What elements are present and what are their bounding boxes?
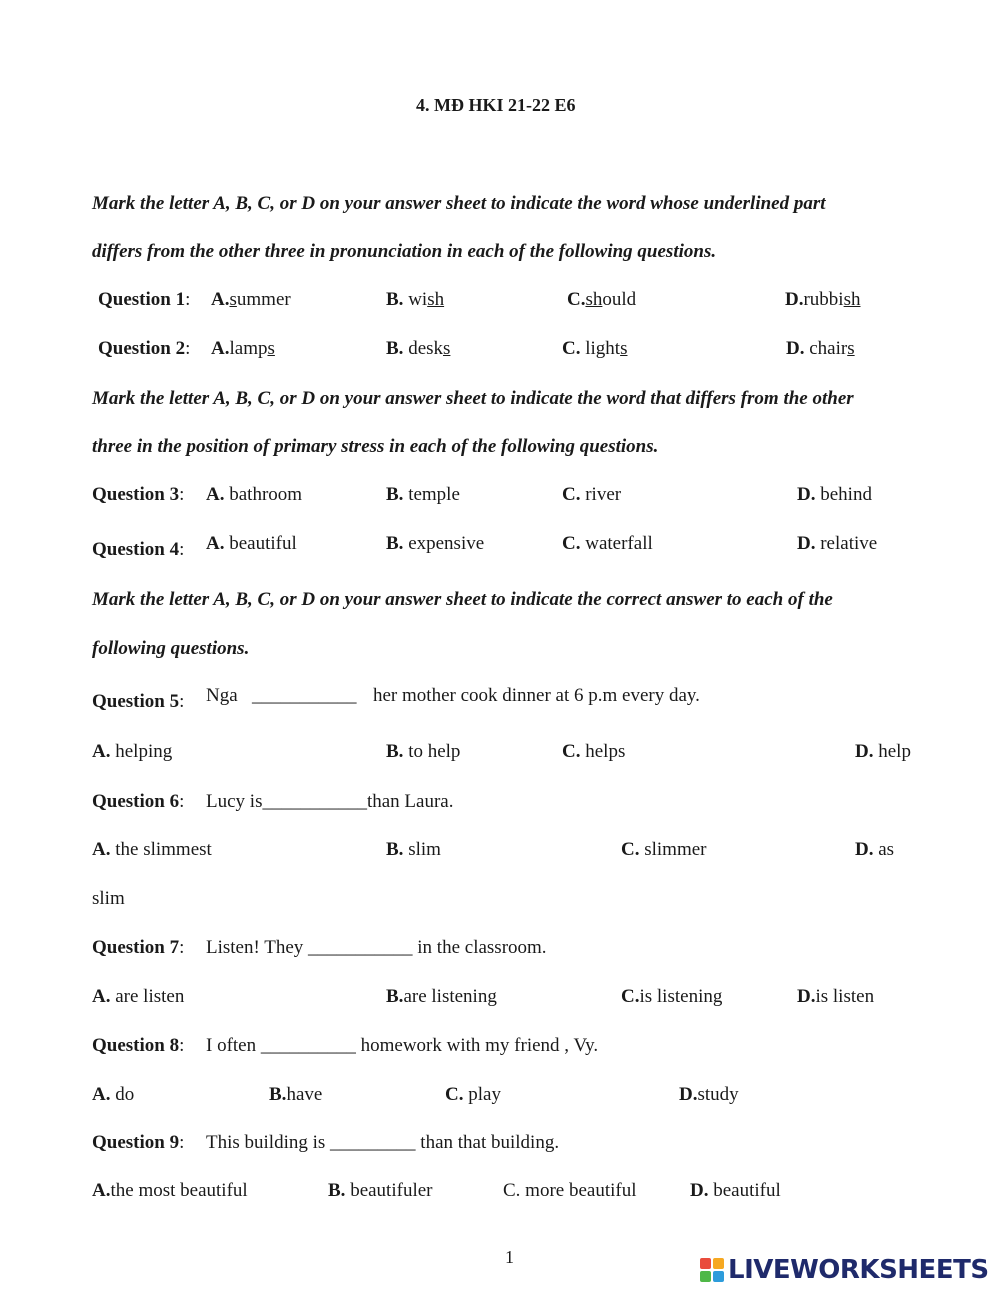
question-stem: Lucy is___________than Laura. bbox=[206, 791, 454, 812]
question-label: Question 7: bbox=[92, 937, 185, 958]
question-label: Question 3: bbox=[92, 484, 185, 505]
option-a: A. beautiful bbox=[206, 533, 297, 554]
instruction-line: three in the position of primary stress in each of the following questions. bbox=[92, 436, 659, 457]
option-c: C. play bbox=[445, 1084, 501, 1105]
instruction-line: differs from the other three in pronunciation in each of the following questions. bbox=[92, 241, 717, 262]
option-c: C. more beautiful bbox=[503, 1180, 637, 1201]
option-d: D. relative bbox=[797, 533, 878, 554]
question-label: Question 6: bbox=[92, 791, 185, 812]
option-d: D. beautiful bbox=[690, 1180, 781, 1201]
option-b: B. expensive bbox=[386, 533, 485, 554]
option-a: A. do bbox=[92, 1084, 135, 1105]
option-d: D. help bbox=[855, 741, 911, 762]
logo-text: LIVEWORKSHEETS bbox=[728, 1255, 989, 1285]
option-b: B. slim bbox=[386, 839, 441, 860]
option-d: D. behind bbox=[797, 484, 872, 505]
instruction-line: Mark the letter A, B, C, or D on your answer sheet to indicate the word whose underlined part bbox=[92, 193, 826, 214]
option-b: B. temple bbox=[386, 484, 460, 505]
logo-mark-icon bbox=[700, 1258, 724, 1282]
option-d: D.is listen bbox=[797, 986, 875, 1007]
instruction-line: following questions. bbox=[92, 638, 250, 659]
option-a: A.summer bbox=[211, 289, 291, 310]
answer-blank: ___________ bbox=[252, 685, 357, 706]
option-c: C. river bbox=[562, 484, 622, 505]
option-d: D. chairs bbox=[786, 338, 855, 359]
page-number: 1 bbox=[505, 1247, 514, 1267]
option-b: B. beautifuler bbox=[328, 1180, 433, 1201]
option-a: A. the slimmest bbox=[92, 839, 212, 860]
option-a: A. helping bbox=[92, 741, 173, 762]
option-b: B.are listening bbox=[386, 986, 497, 1007]
option-b: B.have bbox=[269, 1084, 323, 1105]
question-stem: Listen! They ___________ in the classroom. bbox=[206, 937, 547, 958]
question-label: Question 4: bbox=[92, 539, 185, 560]
option-c: C. lights bbox=[562, 338, 628, 359]
option-b: B. wish bbox=[386, 289, 445, 310]
option-d: D.rubbish bbox=[785, 289, 861, 310]
question-label: Question 2: bbox=[98, 338, 191, 359]
option-a: A. are listen bbox=[92, 986, 185, 1007]
liveworksheets-logo bbox=[700, 1255, 989, 1285]
question-stem: I often __________ homework with my friend , Vy. bbox=[206, 1035, 599, 1056]
question-label: Question 1: bbox=[98, 289, 191, 310]
option-b: B. to help bbox=[386, 741, 461, 762]
question-stem: her mother cook dinner at 6 p.m every day. bbox=[373, 685, 700, 706]
question-stem: This building is _________ than that building. bbox=[206, 1132, 560, 1153]
option-a: A.the most beautiful bbox=[92, 1180, 248, 1201]
option-d: D.study bbox=[679, 1084, 739, 1105]
option-a: A. bathroom bbox=[206, 484, 303, 505]
option-d-continued: slim bbox=[92, 888, 125, 909]
option-c: C.should bbox=[567, 289, 637, 310]
instruction-line: Mark the letter A, B, C, or D on your answer sheet to indicate the word that differs from the other bbox=[92, 388, 854, 409]
option-b: B. desks bbox=[386, 338, 451, 359]
option-c: C. waterfall bbox=[562, 533, 653, 554]
instruction-line: Mark the letter A, B, C, or D on your answer sheet to indicate the correct answer to each of the bbox=[92, 589, 833, 610]
question-label: Question 8: bbox=[92, 1035, 185, 1056]
option-d: D. as bbox=[855, 839, 895, 860]
question-stem: Nga bbox=[206, 685, 238, 706]
option-c: C. slimmer bbox=[621, 839, 707, 860]
question-label: Question 9: bbox=[92, 1132, 185, 1153]
page-title: 4. MĐ HKI 21-22 E6 bbox=[416, 95, 576, 115]
question-label: Question 5: bbox=[92, 691, 185, 712]
option-a: A.lamps bbox=[211, 338, 275, 359]
option-c: C. helps bbox=[562, 741, 626, 762]
option-c: C.is listening bbox=[621, 986, 723, 1007]
